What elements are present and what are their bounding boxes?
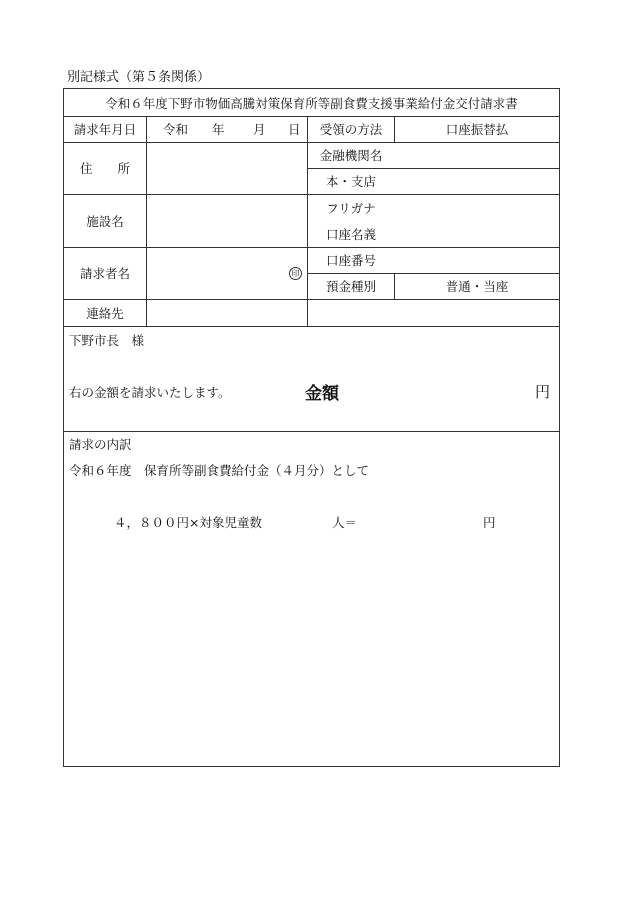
breakdown-desc: 令和６年度 保育所等副食費給付金（４月分）として: [69, 463, 370, 478]
seal-mark-icon: 印: [289, 267, 302, 280]
claimant-label: 請求者名: [79, 266, 130, 281]
breakdown-person-unit: 人＝: [332, 515, 358, 530]
facility-label: 施設名: [86, 213, 124, 229]
date-year-unit: 年: [212, 122, 225, 137]
form-title: 令和６年度下野市物価高騰対策保育所等副食費支援事業給付金交付請求書: [105, 95, 518, 111]
method-label: 受領の方法: [319, 122, 383, 137]
date-field[interactable]: [147, 116, 307, 142]
breakdown-yen-unit: 円: [483, 515, 496, 530]
account-name-label: 口座名義: [325, 227, 376, 242]
form-caption: 別記様式（第５条関係）: [67, 70, 211, 85]
breakdown-total-field[interactable]: [364, 512, 479, 532]
date-era: 令和: [163, 122, 189, 137]
request-text: 右の金額を請求いたします。: [69, 385, 231, 400]
row-divider: [64, 326, 559, 327]
branch-label: 本・支店: [325, 174, 376, 189]
date-day-unit: 日: [288, 122, 301, 137]
contact-field[interactable]: [147, 299, 307, 326]
breakdown-formula: ４，８００円×対象児童数: [114, 515, 262, 530]
contact-label: 連絡先: [86, 305, 124, 321]
deposit-type-label: 預金種別: [325, 279, 376, 294]
addressee: 下野市長 様: [69, 333, 145, 348]
method-value: 口座振替払: [445, 122, 509, 137]
amount-unit: 円: [535, 382, 551, 401]
account-number-field[interactable]: [395, 247, 559, 273]
date-month-unit: 月: [253, 122, 266, 137]
claimant-field[interactable]: [147, 247, 307, 299]
account-name-field[interactable]: [395, 194, 559, 247]
claim-form: [63, 88, 560, 767]
bank-label: 金融機関名: [319, 148, 383, 163]
children-count-field[interactable]: [282, 512, 332, 532]
amount-label: 金額: [305, 383, 339, 404]
date-label: 請求年月日: [73, 122, 137, 137]
breakdown-title: 請求の内訳: [69, 437, 132, 452]
amount-field[interactable]: [349, 379, 529, 403]
branch-field[interactable]: [395, 168, 559, 194]
address-field[interactable]: [147, 142, 307, 194]
address-label: 住 所: [79, 161, 130, 176]
bank-field[interactable]: [395, 142, 559, 168]
deposit-type-value: 普通・当座: [445, 279, 509, 294]
account-number-label: 口座番号: [325, 253, 376, 268]
furigana-label: フリガナ: [326, 200, 376, 216]
row-divider: [64, 431, 559, 432]
facility-field[interactable]: [147, 194, 307, 247]
contact-extra-field[interactable]: [308, 299, 559, 326]
